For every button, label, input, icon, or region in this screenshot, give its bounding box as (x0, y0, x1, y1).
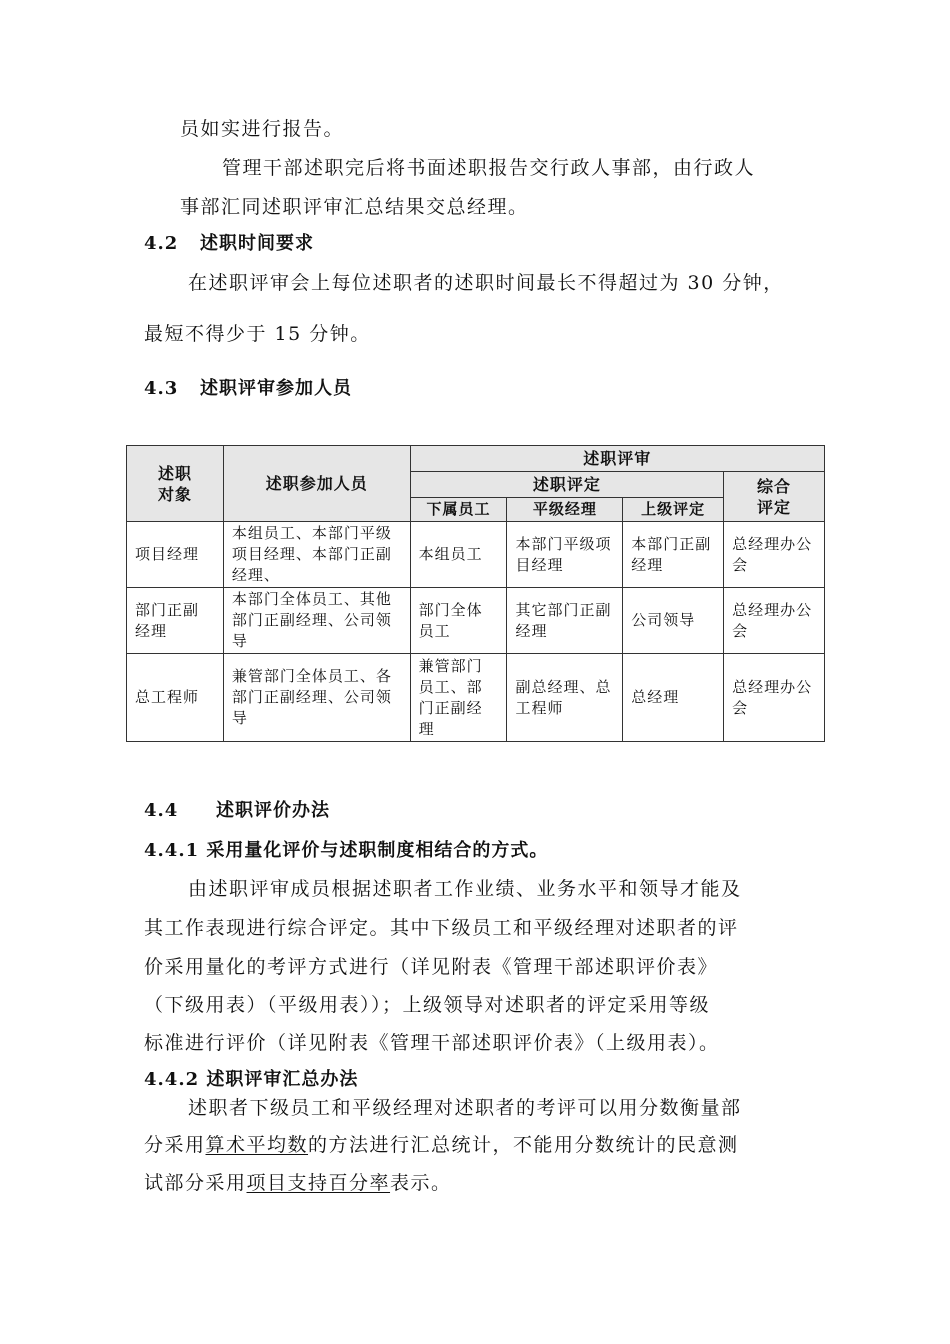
header-object: 述职对象 (127, 446, 224, 522)
paragraph-line: 价采用量化的考评方式进行（详见附表《管理干部述职评价表》 (144, 956, 719, 978)
cell-comprehensive: 总经理办公会 (724, 654, 825, 742)
header-assessment: 述职评定 (410, 472, 724, 498)
paragraph-line (144, 1171, 452, 1195)
header-peer: 平级经理 (507, 498, 623, 522)
header-subordinate: 下属员工 (410, 498, 507, 522)
cell-subordinate: 兼管部门员工、部门正副经理 (410, 654, 507, 742)
table-row (127, 654, 825, 742)
cell-participants: 兼管部门全体员工、各部门正副经理、公司领导 (223, 654, 410, 742)
section-number: 4.2 (144, 233, 179, 254)
section-heading-4-3 (144, 377, 352, 401)
paragraph-line: 标准进行评价（详见附表《管理干部述职评价表》（上级用表）。 (144, 1032, 720, 1054)
table-row (127, 588, 825, 654)
cell-superior: 公司领导 (623, 588, 724, 654)
paragraph-line: 述职者下级员工和平级经理对述职者的考评可以用分数衡量部 (188, 1097, 742, 1119)
cell-participants: 本部门全体员工、其他部门正副经理、公司领导 (223, 588, 410, 654)
cell-object: 项目经理 (127, 522, 224, 588)
table-row (127, 522, 825, 588)
header-comprehensive: 综合评定 (724, 472, 825, 522)
section-heading-4-2 (144, 232, 314, 256)
section-title: 述职评审参加人员 (200, 378, 352, 399)
paragraph-line: 事部汇同述职评审汇总结果交总经理。 (180, 196, 529, 218)
cell-comprehensive: 总经理办公会 (724, 522, 825, 588)
text-run: 试部分采用 (144, 1172, 247, 1194)
text-run: 表示。 (390, 1172, 452, 1194)
section-title: 述职时间要求 (200, 233, 314, 254)
cell-superior: 总经理 (623, 654, 724, 742)
section-heading-4-4 (144, 799, 330, 823)
header-participants: 述职参加人员 (223, 446, 410, 522)
underlined-term: 项目支持百分率 (246, 1172, 391, 1194)
paragraph-line (144, 1133, 739, 1157)
section-number: 4.3 (144, 378, 179, 399)
paragraph-line: （下级用表）（平级用表））；上级领导对述职者的评定采用等级 (144, 994, 711, 1016)
paragraph-line: 管理干部述职完后将书面述职报告交行政人事部，由行政人 (222, 157, 756, 179)
cell-peer: 其它部门正副经理 (507, 588, 623, 654)
cell-object: 部门正副经理 (127, 588, 224, 654)
text-run: 的方法进行汇总统计，不能用分数统计的民意测 (308, 1134, 739, 1156)
paragraph-line: 其工作表现进行综合评定。其中下级员工和平级经理对述职者的评 (144, 917, 739, 939)
cell-subordinate: 部门全体员工 (410, 588, 507, 654)
subsection-heading-4-4-1: 4.4.1 采用量化评价与述职制度相结合的方式。 (144, 840, 549, 861)
header-superior: 上级评定 (623, 498, 724, 522)
underlined-term: 算术平均数 (205, 1134, 309, 1156)
cell-subordinate: 本组员工 (410, 522, 507, 588)
cell-peer: 本部门平级项目经理 (507, 522, 623, 588)
cell-participants: 本组员工、本部门平级项目经理、本部门正副经理、 (223, 522, 410, 588)
cell-peer: 副总经理、总工程师 (507, 654, 623, 742)
section-number: 4.4 (144, 800, 179, 821)
paragraph-line: 员如实进行报告。 (180, 118, 345, 140)
cell-comprehensive: 总经理办公会 (724, 588, 825, 654)
paragraph-line: 最短不得少于 15 分钟。 (144, 323, 371, 345)
text-run: 分采用 (144, 1134, 206, 1156)
section-title: 述职评价办法 (216, 800, 330, 821)
subsection-heading-4-4-2: 4.4.2 述职评审汇总办法 (144, 1069, 359, 1090)
review-participants-table (126, 445, 825, 742)
cell-object: 总工程师 (127, 654, 224, 742)
paragraph-line: 在述职评审会上每位述职者的述职时间最长不得超过为 30 分钟， (188, 272, 784, 294)
paragraph-line: 由述职评审成员根据述职者工作业绩、业务水平和领导才能及 (188, 878, 742, 900)
cell-superior: 本部门正副经理 (623, 522, 724, 588)
header-review: 述职评审 (410, 446, 824, 472)
